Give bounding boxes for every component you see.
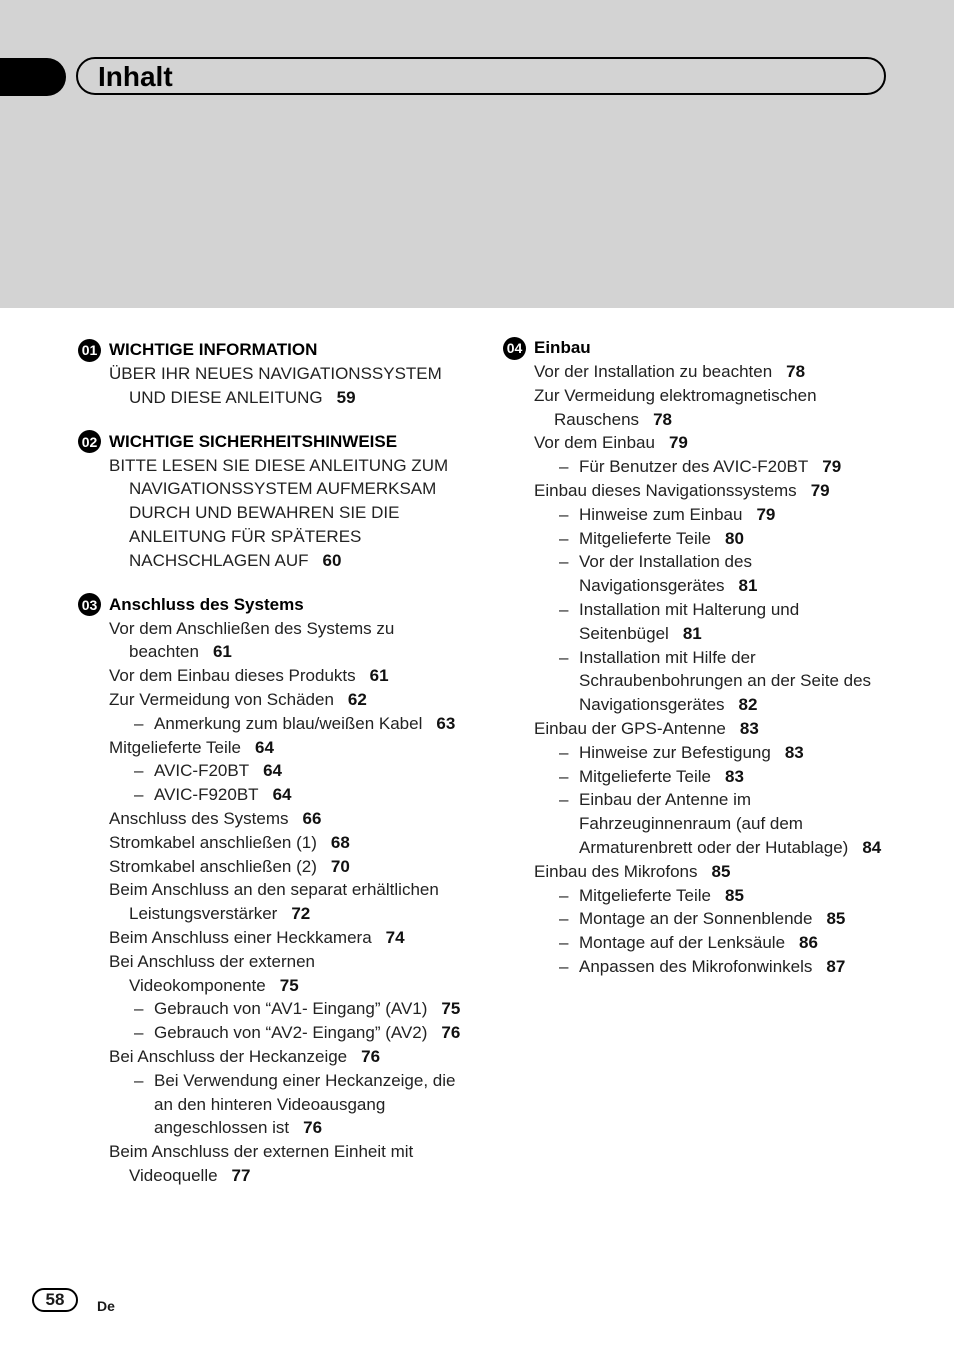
entry-text: Hinweise zum Einbau	[579, 504, 743, 524]
title-bar	[76, 57, 886, 95]
entry-page-number: 59	[336, 387, 356, 407]
entry-page-number: 86	[799, 933, 818, 953]
entry-text: Beim Anschluss an den separat erhältlichen Leistungsverstärker	[109, 880, 439, 924]
section-number-badge: 03	[78, 593, 101, 616]
entry-page-number: 61	[369, 666, 389, 686]
entry-text: Mitgelieferte Teile	[579, 885, 711, 905]
entry-page-number: 85	[826, 909, 846, 929]
page-number: 58	[32, 1288, 78, 1312]
entry-text: Installation mit Halterung und Seitenbügel	[579, 599, 800, 643]
dash-marker: –	[559, 933, 569, 953]
toc-column-right	[503, 336, 903, 999]
dash-marker: –	[559, 552, 569, 572]
toc-subentry[interactable]	[559, 955, 903, 979]
entry-text: Bei Anschluss der externen Videokomponente	[109, 951, 316, 995]
toc-subentry[interactable]	[134, 997, 473, 1021]
toc-subentry[interactable]	[134, 1021, 473, 1045]
section-title: Einbau	[534, 338, 591, 357]
entry-page-number: 79	[810, 480, 830, 500]
entry-text: Vor dem Einbau	[534, 433, 655, 453]
entry-text: Montage an der Sonnenblende	[579, 909, 813, 929]
section-title: Anschluss des Systems	[109, 594, 304, 614]
section-number-badge: 01	[78, 339, 101, 362]
entry-text: Vor dem Anschließen des Systems zu beachten	[109, 618, 395, 662]
entry-page-number: 83	[784, 742, 804, 762]
entry-page-number: 87	[826, 956, 846, 976]
toc-entry[interactable]	[534, 360, 903, 384]
toc-subentry[interactable]	[559, 741, 903, 765]
toc-entry[interactable]	[109, 454, 473, 573]
entry-text: Vor der Installation zu beachten	[534, 362, 773, 381]
toc-entry[interactable]	[534, 384, 903, 432]
section-number-badge: 04	[503, 337, 526, 360]
dash-marker: –	[134, 785, 144, 805]
entry-text: Installation mit Hilfe der Schraubenbohrungen an der Seite des Navigationsgerätes	[579, 647, 872, 715]
entry-page-number: 79	[668, 433, 688, 453]
toc-subentry[interactable]	[559, 788, 903, 859]
entry-page-number: 61	[212, 642, 232, 662]
entry-text: AVIC-F20BT	[154, 761, 250, 781]
toc-section-03	[78, 593, 473, 1188]
toc-column-left	[78, 338, 473, 1208]
entry-text: Mitgelieferte Teile	[579, 766, 711, 786]
entry-page-number: 80	[724, 528, 744, 548]
section-heading[interactable]	[78, 338, 473, 362]
toc-subentry[interactable]	[559, 765, 903, 789]
entry-page-number: 74	[385, 927, 405, 947]
entry-page-number: 79	[756, 504, 776, 524]
entry-page-number: 78	[653, 409, 672, 429]
entry-page-number: 82	[738, 695, 758, 715]
entry-text: Montage auf der Lenksäule	[579, 933, 786, 953]
dash-marker: –	[559, 457, 569, 477]
entry-page-number: 70	[330, 856, 350, 876]
entry-text: Einbau der Antenne im Fahrzeuginnenraum (auf dem Armaturenbrett oder der Hutablage)	[579, 790, 849, 857]
entry-page-number: 68	[330, 832, 350, 852]
entry-text: Mitgelieferte Teile	[109, 737, 241, 757]
entry-text: ÜBER IHR NEUES NAVIGATIONSSYSTEM UND DIESE ANLEITUNG	[109, 364, 442, 407]
entry-page-number: 75	[279, 975, 299, 995]
entry-text: Stromkabel anschließen (1)	[109, 832, 317, 852]
toc-entry[interactable]	[109, 1140, 473, 1188]
entry-page-number: 64	[263, 761, 283, 781]
toc-subentry[interactable]	[559, 527, 903, 551]
entry-page-number: 75	[441, 999, 461, 1019]
entry-page-number: 78	[786, 362, 806, 381]
toc-subentry[interactable]	[134, 1069, 473, 1140]
dash-marker: –	[559, 766, 569, 786]
section-title: WICHTIGE SICHERHEITSHINWEISE	[109, 431, 398, 451]
toc-entry[interactable]	[109, 688, 473, 712]
toc-entry[interactable]	[534, 717, 903, 741]
dash-marker: –	[559, 790, 569, 810]
entry-text: Einbau dieses Navigationssystems	[534, 480, 797, 500]
toc-entry[interactable]	[534, 860, 903, 884]
toc-subentry[interactable]	[134, 783, 473, 807]
toc-entry[interactable]	[109, 831, 473, 855]
entry-text: Beim Anschluss der externen Einheit mit Videoquelle	[109, 1142, 414, 1185]
dash-marker: –	[559, 504, 569, 524]
toc-section-04	[503, 336, 903, 979]
entry-text: Vor dem Einbau dieses Produkts	[109, 666, 356, 686]
toc-entry[interactable]	[109, 926, 473, 950]
entry-page-number: 76	[303, 1118, 323, 1138]
entry-page-number: 84	[862, 837, 882, 857]
entry-text: Einbau des Mikrofons	[534, 861, 698, 881]
entry-page-number: 72	[291, 904, 311, 924]
toc-entry[interactable]	[109, 736, 473, 760]
dash-marker: –	[559, 909, 569, 929]
entry-text: Hinweise zur Befestigung	[579, 742, 771, 762]
section-heading[interactable]	[503, 336, 903, 360]
entry-page-number: 81	[682, 623, 702, 643]
dash-marker: –	[559, 956, 569, 976]
toc-entry[interactable]	[109, 878, 473, 926]
toc-subentry[interactable]	[559, 550, 903, 598]
entry-text: Einbau der GPS-Antenne	[534, 718, 726, 738]
toc-entry[interactable]	[109, 664, 473, 688]
entry-page-number: 79	[822, 457, 842, 477]
dash-marker: –	[559, 528, 569, 548]
toc-entry[interactable]	[109, 1045, 473, 1069]
entry-text: Stromkabel anschließen (2)	[109, 856, 317, 876]
entry-text: Mitgelieferte Teile	[579, 528, 711, 548]
toc-subentry[interactable]	[559, 455, 903, 479]
entry-text: Beim Anschluss einer Heckkamera	[109, 927, 372, 947]
toc-subentry[interactable]	[559, 646, 903, 717]
dash-marker: –	[134, 999, 144, 1019]
entry-page-number: 76	[361, 1046, 381, 1066]
entry-page-number: 66	[302, 808, 322, 828]
entry-text: Anpassen des Mikrofonwinkels	[579, 956, 813, 976]
entry-text: Gebrauch von “AV1- Eingang” (AV1)	[154, 999, 428, 1019]
toc-entry[interactable]	[109, 617, 473, 665]
entry-page-number: 83	[739, 718, 759, 738]
dash-marker: –	[559, 885, 569, 905]
entry-text: Vor der Installation des Navigationsgerätes	[579, 552, 752, 596]
entry-page-number: 60	[322, 550, 342, 570]
dash-marker: –	[134, 1023, 144, 1043]
section-heading[interactable]	[78, 593, 473, 617]
section-heading[interactable]	[78, 430, 473, 454]
dash-marker: –	[134, 1070, 144, 1090]
entry-text: Bei Anschluss der Heckanzeige	[109, 1046, 348, 1066]
entry-page-number: 64	[254, 737, 274, 757]
toc-entry[interactable]	[534, 479, 903, 503]
toc-subentry[interactable]	[134, 712, 473, 736]
entry-text: Zur Vermeidung von Schäden	[109, 689, 334, 709]
toc-subentry[interactable]	[559, 907, 903, 931]
language-code: De	[97, 1298, 115, 1314]
dash-marker: –	[559, 742, 569, 762]
toc-entry[interactable]	[109, 362, 473, 410]
entry-page-number: 62	[347, 689, 367, 709]
toc-subentry[interactable]	[559, 931, 903, 955]
toc-entry[interactable]	[534, 431, 903, 455]
toc-entry[interactable]	[109, 807, 473, 831]
section-title: WICHTIGE INFORMATION	[109, 340, 318, 359]
entry-page-number: 76	[441, 1023, 461, 1043]
entry-page-number: 64	[272, 785, 292, 805]
dash-marker: –	[559, 647, 569, 667]
dash-marker: –	[134, 713, 144, 733]
entry-text: BITTE LESEN SIE DIESE ANLEITUNG ZUM NAVIGATIONSSYSTEM AUFMERKSAM DURCH UND BEWAHREN SIE DIE ANLEITUNG FÜR SPÄTERES NACHSCHLAGEN AUF	[109, 455, 449, 570]
toc-entry[interactable]	[109, 950, 473, 998]
entry-text: Anmerkung zum blau/weißen Kabel	[154, 713, 423, 733]
entry-text: Gebrauch von “AV2- Eingang” (AV2)	[154, 1023, 428, 1043]
entry-page-number: 85	[724, 885, 744, 905]
toc-section-02	[78, 430, 473, 573]
entry-text: Für Benutzer des AVIC-F20BT	[579, 457, 809, 477]
page-title: Inhalt	[98, 61, 173, 92]
entry-text: Anschluss des Systems	[109, 808, 289, 828]
toc-section-01	[78, 338, 473, 410]
toc-subentry[interactable]	[134, 759, 473, 783]
entry-page-number: 77	[231, 1165, 251, 1185]
entry-page-number: 83	[724, 766, 744, 786]
entry-text: Bei Verwendung einer Heckanzeige, die an den hinteren Videoausgang angeschlossen ist	[154, 1070, 456, 1138]
toc-subentry[interactable]	[559, 598, 903, 646]
section-number-badge: 02	[78, 430, 101, 453]
chapter-tab	[0, 58, 66, 96]
entry-page-number: 85	[711, 861, 731, 881]
toc-entry[interactable]	[109, 855, 473, 879]
dash-marker: –	[134, 761, 144, 781]
dash-marker: –	[559, 599, 569, 619]
entry-page-number: 81	[738, 576, 758, 596]
toc-subentry[interactable]	[559, 503, 903, 527]
entry-text: AVIC-F920BT	[154, 785, 259, 805]
entry-page-number: 63	[436, 713, 456, 733]
header-band	[0, 0, 954, 308]
entry-text: Zur Vermeidung elektromagnetischen Rauschens	[534, 385, 817, 429]
toc-subentry[interactable]	[559, 884, 903, 908]
